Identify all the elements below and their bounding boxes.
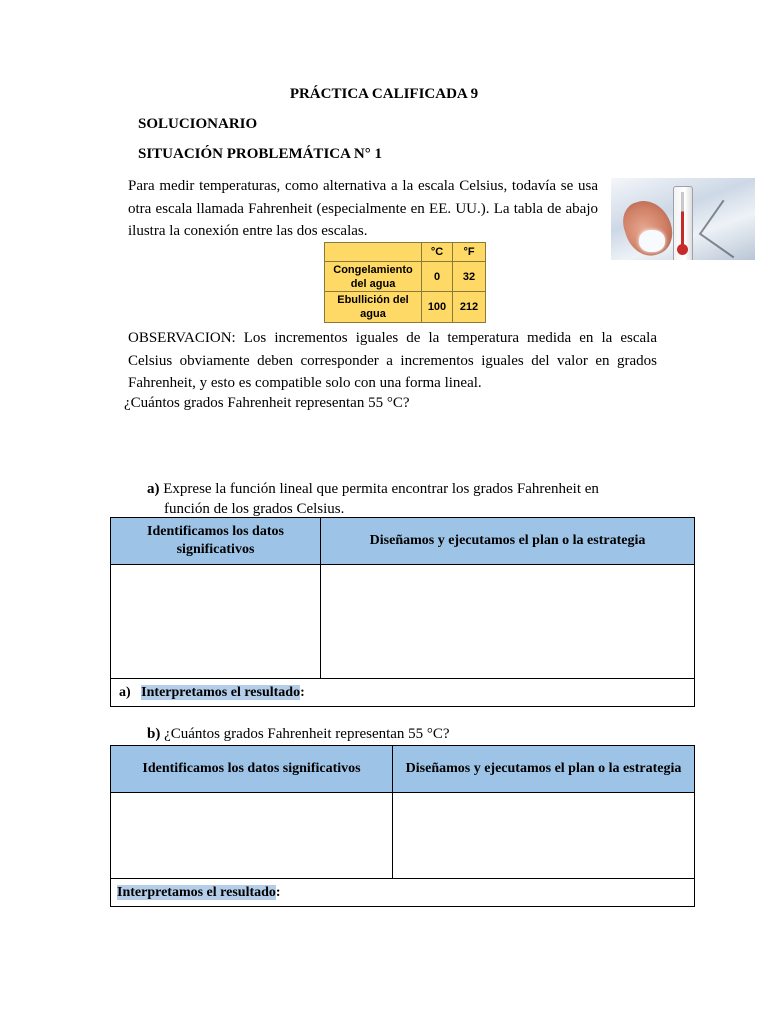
part-a-col1-header: Identificamos los datos significativos xyxy=(111,518,321,565)
part-a-result-label: Interpretamos el resultado xyxy=(141,684,301,700)
intro-paragraph: Para medir temperaturas, como alternativa a la escala Celsius, todavía se usa otra escala llamada Fahrenheit (especialmente en EE. UU.). La tabla de abajo ilustra la conexión entre las dos escalas. xyxy=(128,178,598,239)
part-a-result-marker: a) xyxy=(119,684,131,700)
part-a-result-colon: : xyxy=(300,684,305,700)
part-a-marker: a) xyxy=(147,481,160,497)
part-a-plan-cell[interactable] xyxy=(321,565,695,679)
part-a-prompt xyxy=(147,479,599,519)
part-a-result-cell[interactable] xyxy=(111,679,695,707)
conv-header-celsius: °C xyxy=(422,243,453,262)
thermometer-photo xyxy=(611,178,755,260)
part-a-line2: función de los grados Celsius. xyxy=(164,501,345,517)
part-b-result-cell[interactable] xyxy=(111,879,695,907)
conv-row-celsius: 100 xyxy=(422,292,453,323)
part-b-col1-header: Identificamos los datos significativos xyxy=(111,746,393,793)
part-a-col2-header: Diseñamos y ejecutamos el plan o la estrategia xyxy=(321,518,695,565)
part-b-marker: b) xyxy=(147,726,161,742)
conv-header-fahrenheit: °F xyxy=(453,243,486,262)
thermometer-bulb xyxy=(677,244,688,255)
part-a-line1: Exprese la función lineal que permita encontrar los grados Fahrenheit en xyxy=(163,481,599,497)
part-b-plan-cell[interactable] xyxy=(393,793,695,879)
page-title: PRÁCTICA CALIFICADA 9 xyxy=(289,86,479,102)
conv-row-celsius: 0 xyxy=(422,262,453,292)
question-text: ¿Cuántos grados Fahrenheit representan 55 °C? xyxy=(124,395,410,411)
part-b-data-cell[interactable] xyxy=(111,793,393,879)
part-a-data-cell[interactable] xyxy=(111,565,321,679)
part-b-col2-header: Diseñamos y ejecutamos el plan o la estrategia xyxy=(393,746,695,793)
subtitle: SOLUCIONARIO xyxy=(138,116,258,132)
snow-shape xyxy=(639,230,665,252)
part-b-result-label: Interpretamos el resultado xyxy=(117,884,276,900)
conversion-table xyxy=(324,242,486,323)
conv-row-fahrenheit: 32 xyxy=(453,262,486,292)
conv-row-fahrenheit: 212 xyxy=(453,292,486,323)
part-b-result-colon: : xyxy=(275,884,281,900)
part-b-table xyxy=(110,745,695,907)
twig-shape xyxy=(699,200,755,258)
observation-paragraph: OBSERVACION: Los incrementos iguales de la temperatura medida en la escala Celsius obviamente deben corresponder a incrementos iguales del valor en grados Fahrenheit, y esto es compatible solo con una forma lineal. xyxy=(128,330,657,391)
part-b-text: ¿Cuántos grados Fahrenheit representan 55 °C? xyxy=(164,726,450,742)
conv-header-empty xyxy=(325,243,422,262)
part-b-prompt xyxy=(147,726,450,743)
conv-row-label: Ebullición del agua xyxy=(325,292,422,323)
thermometer-tube xyxy=(681,192,684,248)
conv-row-label: Congelamiento del agua xyxy=(325,262,422,292)
section-heading: SITUACIÓN PROBLEMÁTICA N° 1 xyxy=(138,146,382,162)
part-a-table xyxy=(110,517,695,707)
